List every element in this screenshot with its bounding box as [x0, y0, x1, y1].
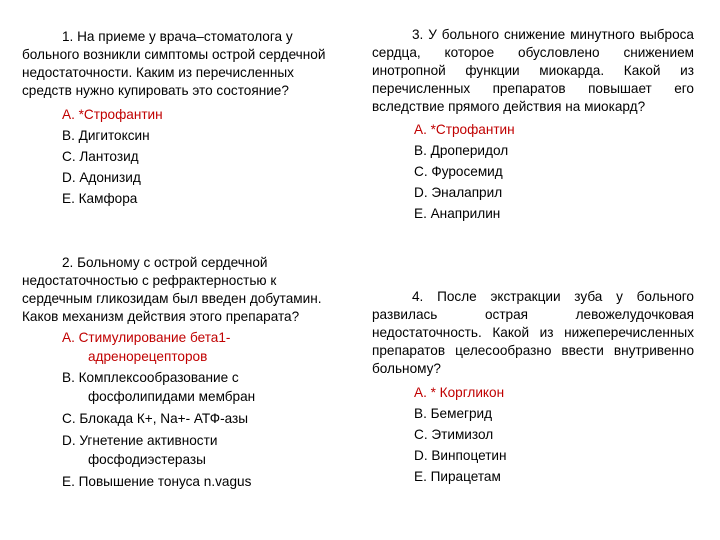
answer-option-line: B. Комплексообразование с: [62, 370, 239, 385]
answer-option: D. Винпоцетин: [414, 448, 507, 463]
answer-option: B. Бемегрид: [414, 406, 493, 421]
answer-option: C. Фуросемид: [414, 164, 503, 179]
answer-option: [62, 431, 340, 469]
answer-option-correct: A. *Строфантин: [62, 107, 163, 122]
answer-option: E. Повышение тонуса n.vagus: [62, 474, 252, 489]
answer-option: E. Камфора: [62, 191, 138, 206]
answer-option: [62, 368, 340, 406]
question-stem: 3. У больного снижение минутного выброса сердца, которое обусловлено снижением инотропной функции миокарда. Какой из перечисленных препаратов повышает его вследствие прямого действия на миокард?: [372, 27, 694, 114]
question-1: [22, 28, 340, 209]
answer-options: [414, 119, 694, 224]
answer-option: D. Эналаприл: [414, 185, 503, 200]
answer-option: C. Блокада К+, Na+- АТФ-азы: [62, 411, 249, 426]
answer-option: C. Лантозид: [62, 149, 139, 164]
answer-option: D. Адонизид: [62, 170, 141, 185]
question-stem: 4. После экстракции зуба у больного развилась острая левожелудочковая недостаточность. Какой из нижеперечисленных препаратов целесообразно ввести внутривенно больному?: [372, 289, 694, 376]
answer-option-line: фосфолипидами мембран: [88, 389, 256, 404]
question-stem: 2. Больному с острой сердечной недостаточностью с рефрактерностью к сердечным гликозидам был введен добутамин. Каков механизм действия этого препарата?: [22, 255, 322, 324]
answer-options: [62, 328, 340, 492]
question-2: [22, 254, 340, 492]
answer-option-line: адренорецепторов: [88, 349, 208, 364]
answer-option: B. Дигитоксин: [62, 128, 150, 143]
answer-option-line: A. Стимулирование бета1-: [62, 330, 231, 345]
question-4: [372, 288, 694, 487]
answer-options: [414, 382, 694, 487]
question-stem: 1. На приеме у врача–стоматолога у больного возникли симптомы острой сердечной недостаточности. Каким из перечисленных средств нужно купировать это состояние?: [22, 29, 326, 98]
answer-option: B. Дроперидол: [414, 143, 509, 158]
answer-options: [62, 104, 340, 209]
answer-option-correct: A. * Коргликон: [414, 385, 505, 400]
answer-option-correct: [62, 328, 340, 366]
answer-option-line: D. Угнетение активности: [62, 433, 218, 448]
answer-option-line: фосфодиэстеразы: [88, 452, 206, 467]
question-3: [372, 26, 694, 224]
answer-option: E. Пирацетам: [414, 469, 501, 484]
answer-option: E. Анаприлин: [414, 206, 501, 221]
answer-option-correct: A. *Строфантин: [414, 122, 515, 137]
answer-option: C. Этимизол: [414, 427, 494, 442]
